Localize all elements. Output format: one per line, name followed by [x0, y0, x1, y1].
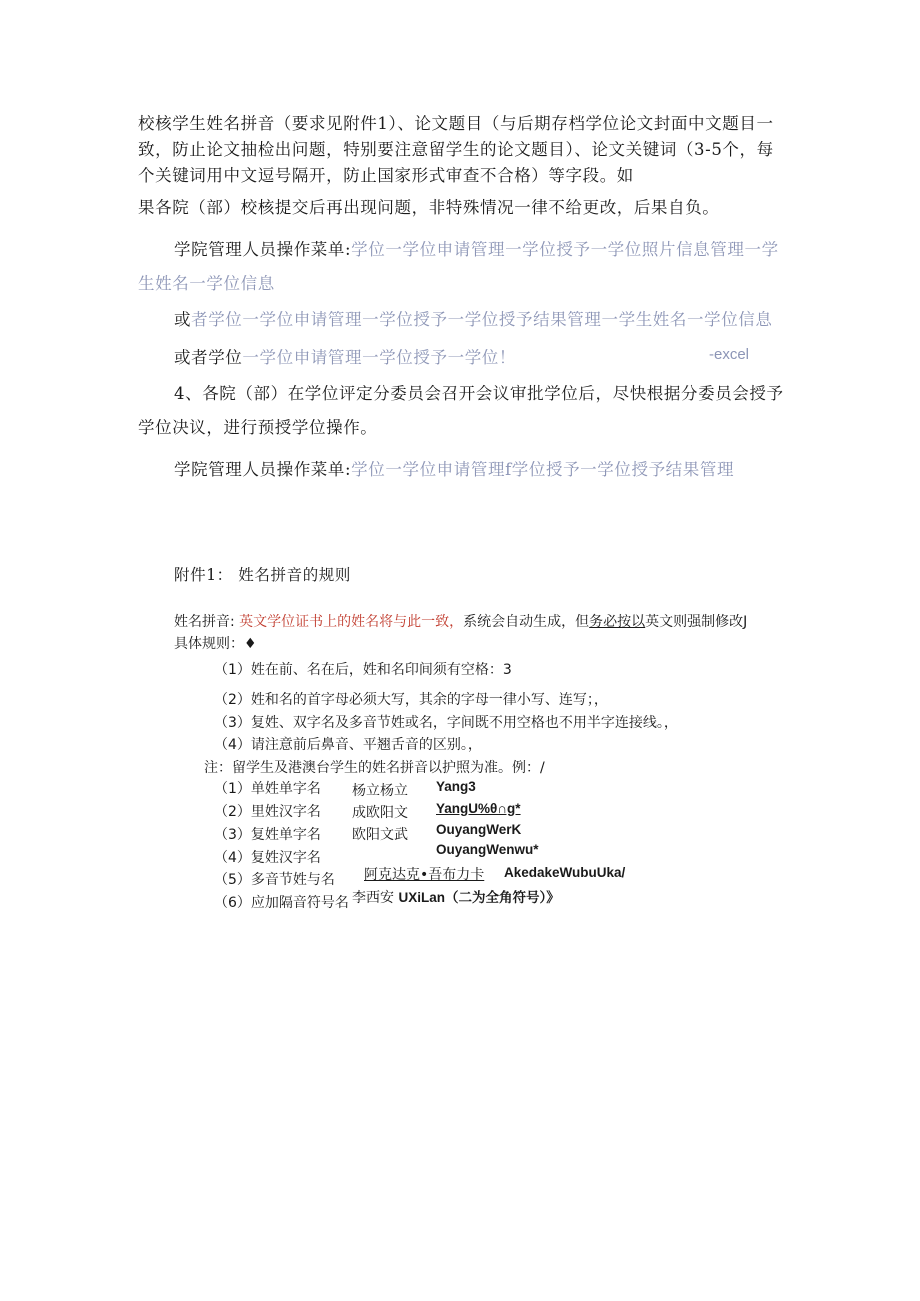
example-category: （1）单姓单字名	[214, 781, 321, 797]
menu1-path-cont: 生姓名一学位信息	[138, 274, 275, 293]
example-pinyin: AkedakeWubuUka/	[504, 865, 626, 880]
menu2-prefix: 或	[174, 310, 192, 329]
attachment-title: 附件1： 姓名拼音的规则	[174, 566, 351, 584]
menu4-line	[174, 456, 734, 480]
rule-item: （2）姓和名的首字母必须大写，其余的字母一律小写、连写；，	[214, 692, 608, 708]
menu1-line1	[174, 236, 779, 260]
rule-item: （1）姓在前、名在后，姓和名印间须有空格：3	[214, 662, 512, 678]
example-name: 成欧阳文	[352, 805, 408, 821]
example-name: 阿克达克•吾布力卡	[364, 867, 485, 883]
intro-underlined: 务必按以	[589, 614, 646, 630]
example-name: 李西安	[352, 890, 394, 906]
example-name: 欧阳文武	[352, 827, 408, 843]
menu3-prefix: 或者学位	[174, 348, 243, 367]
menu2-path: 者学位一学位申请管理一学位授予一学位授予结果管理一学生姓名一学位信息	[191, 310, 773, 329]
example-pinyin: UXiLan（二为全角符号）》	[398, 890, 560, 905]
intro-mid: 系统会自动生成，但	[463, 614, 590, 630]
item4-line1: 4、各院（部）在学位评定分委员会召开会议审批学位后，尽快根据分委员会授予	[174, 384, 784, 403]
example-pinyin: OuyangWenwu*	[436, 842, 539, 857]
example-category: （3）复姓单字名	[214, 827, 321, 843]
intro-label: 姓名拼音:	[174, 614, 235, 630]
example-pinyin: OuyangWerK	[436, 822, 522, 837]
menu4-path: 学位一学位申请管理f学位授予一学位授予结果管理	[351, 460, 735, 479]
example-row6	[352, 886, 560, 907]
menu3-line	[174, 344, 516, 368]
item4-line2: 学位决议，进行预授学位操作。	[138, 418, 378, 437]
menu1-path: 学位一学位申请管理一学位授予一学位照片信息管理一学	[351, 240, 779, 259]
intro-tail: 英文则强制修改J	[645, 614, 748, 630]
menu3-path: 一学位申请管理一学位授予一学位！	[242, 348, 517, 367]
example-category: （6）应加隔音符号名	[214, 895, 349, 911]
example-category: （2）里姓汉字名	[214, 804, 321, 820]
intro-red: 英文学位证书上的姓名将与此一致，	[239, 614, 464, 630]
example-pinyin: YangU%θ∩g*	[436, 801, 521, 816]
para1-line4: 果各院（部）校核提交后再出现问题，非特殊情况一律不给更改，后果自负。	[138, 198, 720, 217]
menu3-suffix: -excel	[709, 346, 750, 363]
example-category: （4）复姓汉字名	[214, 850, 321, 866]
menu1-label: 学院管理人员操作菜单:	[174, 240, 352, 259]
note: 注：留学生及港澳台学生的姓名拼音以护照为准。例：/	[204, 760, 545, 776]
example-pinyin: Yang3	[436, 779, 476, 794]
example-name: 杨立杨立	[352, 783, 408, 799]
para1-line2: 致，防止论文抽检出问题，特别要注意留学生的论文题目）、论文关键词（3-5个，每	[138, 140, 774, 159]
attachment-intro	[174, 611, 747, 631]
rules-label: 具体规则：♦	[174, 636, 257, 652]
rule-item: （4）请注意前后鼻音、平翘舌音的区别。，	[214, 737, 482, 753]
para1-line1: 校核学生姓名拼音（要求见附件1）、论文题目（与后期存档学位论文封面中文题目一	[138, 114, 774, 133]
menu2-line	[174, 306, 773, 330]
rule-item: （3）复姓、双字名及多音节姓或名，字间既不用空格也不用半字连接线。，	[214, 715, 678, 731]
para1-line3: 个关键词用中文逗号隔开，防止国家形式审查不合格）等字段。如	[138, 166, 634, 185]
menu4-label: 学院管理人员操作菜单:	[174, 460, 352, 479]
example-category: （5）多音节姓与名	[214, 872, 335, 888]
